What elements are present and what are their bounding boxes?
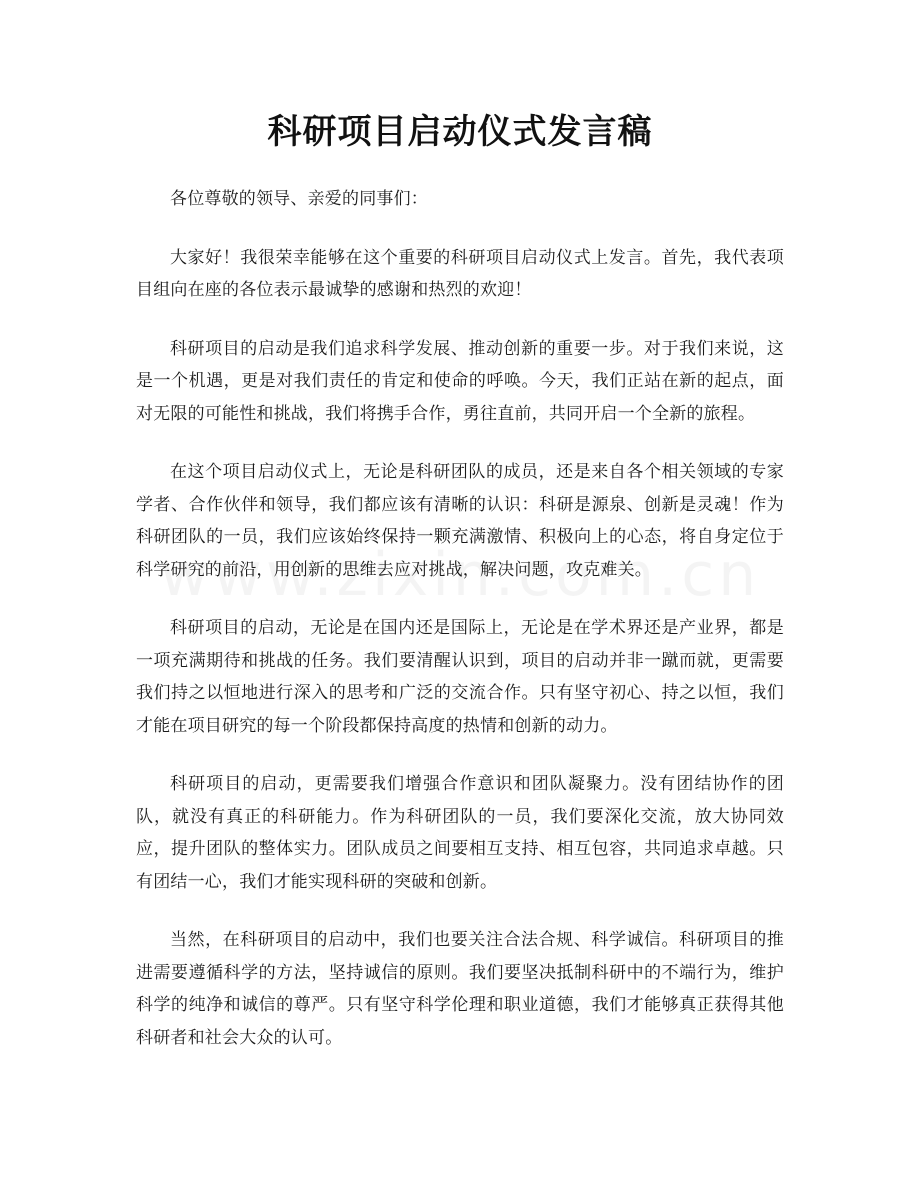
document-title: 科研项目启动仪式发言稿	[267, 112, 653, 152]
paragraph: 科研项目的启动，无论是在国内还是国际上，无论是在学术界还是产业界，都是一项充满期待和挑战的任务。我们要清醒认识到，项目的启动并非一蹴而就，更需要我们持之以恒地进行深入的思考和广泛的交流合作。只有坚守初心、持之以恒，我们才能在项目研究的每一个阶段都保持高度的热情和创新的动力。	[136, 618, 784, 736]
paragraph: 当然，在科研项目的启动中，我们也要关注合法合规、科学诚信。科研项目的推进需要遵循科学的方法，坚持诚信的原则。我们要坚决抵制科研中的不端行为，维护科学的纯净和诚信的尊严。只有坚守科学伦理和职业道德，我们才能够真正获得其他科研者和社会大众的认可。	[136, 930, 784, 1048]
paragraph: 科研项目的启动，更需要我们增强合作意识和团队凝聚力。没有团结协作的团队，就没有真正的科研能力。作为科研团队的一员，我们要深化交流，放大协同效应，提升团队的整体实力。团队成员之间要相互支持、相互包容，共同追求卓越。只有团结一心，我们才能实现科研的突破和创新。	[136, 774, 784, 892]
document-body	[136, 183, 784, 1080]
paragraph-salutation: 各位尊敬的领导、亲爱的同事们：	[170, 189, 428, 209]
paragraph: 大家好！我很荣幸能够在这个重要的科研项目启动仪式上发言。首先，我代表项目组向在座的各位表示最诚挚的感谢和热烈的欢迎！	[136, 247, 784, 300]
paragraph: 在这个项目启动仪式上，无论是科研团队的成员，还是来自各个相关领域的专家学者、合作伙伴和领导，我们都应该有清晰的认识：科研是源泉、创新是灵魂！作为科研团队的一员，我们应该始终保持一颗充满激情、积极向上的心态，将自身定位于科学研究的前沿，用创新的思维去应对挑战，解决问题，攻克难关。	[136, 462, 784, 580]
paragraph: 科研项目的启动是我们追求科学发展、推动创新的重要一步。对于我们来说，这是一个机遇，更是对我们责任的肯定和使命的呼唤。今天，我们正站在新的起点，面对无限的可能性和挑战，我们将携手合作，勇往直前，共同开启一个全新的旅程。	[136, 338, 784, 424]
